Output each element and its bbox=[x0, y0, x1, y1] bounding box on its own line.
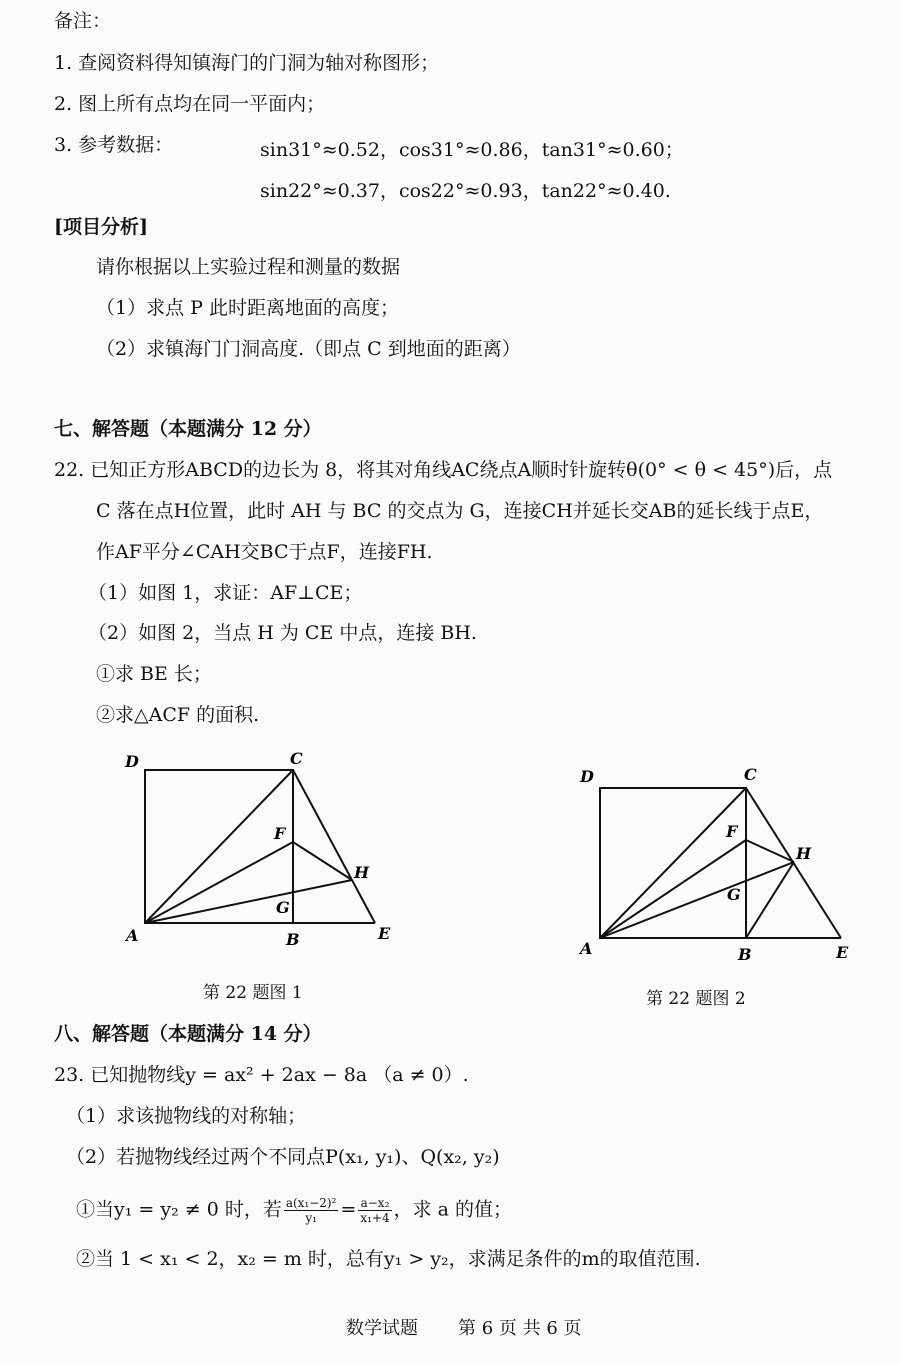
q2a-prefix: ①当y₁ = y₂ ≠ 0 时，若 bbox=[76, 1198, 282, 1221]
label-h: H bbox=[354, 863, 370, 882]
problem-22-question-1: （1）如图 1，求证：AF⊥CE； bbox=[88, 582, 363, 604]
fraction-2-denominator: x₁+4 bbox=[360, 1211, 390, 1225]
label-c: C bbox=[290, 749, 303, 768]
fraction-1-denominator: y₁ bbox=[305, 1211, 317, 1225]
note-item-2: 2. 图上所有点均在同一平面内； bbox=[54, 93, 326, 115]
problem-22-question-2b: ②求△ACF 的面积. bbox=[96, 704, 260, 726]
analysis-question-2: （2）求镇海门门洞高度.（即点 C 到地面的距离） bbox=[96, 338, 521, 360]
q2a-suffix: ，求 a 的值； bbox=[393, 1198, 513, 1221]
footer-subject: 数学试题 bbox=[346, 1318, 418, 1339]
reference-data-line-2: sin22°≈0.37，cos22°≈0.93，tan22°≈0.40. bbox=[260, 180, 671, 202]
problem-22-question-2: （2）如图 2，当点 H 为 CE 中点，连接 BH. bbox=[88, 622, 477, 644]
footer-page-number: 第 6 页 共 6 页 bbox=[458, 1318, 582, 1339]
label-e: E bbox=[836, 943, 849, 962]
segment-ac bbox=[145, 770, 293, 923]
equals-sign: = bbox=[340, 1198, 357, 1221]
label-f: F bbox=[726, 822, 738, 841]
label-f: F bbox=[274, 824, 286, 843]
figure-1-caption: 第 22 题图 1 bbox=[203, 983, 303, 1003]
label-c: C bbox=[744, 765, 757, 784]
problem-23-question-1: （1）求该抛物线的对称轴； bbox=[66, 1105, 307, 1127]
problem-23-question-2: （2）若抛物线经过两个不同点P(x₁, y₁)、Q(x₂, y₂) bbox=[66, 1146, 500, 1168]
label-a: A bbox=[580, 939, 593, 958]
note-item-3-label: 3. 参考数据： bbox=[54, 134, 174, 156]
problem-22-line-2: C 落在点H位置，此时 AH 与 BC 的交点为 G，连接CH并延长交AB的延长线于点E， bbox=[96, 500, 824, 522]
segment-ah bbox=[145, 880, 352, 923]
problem-23-question-2a bbox=[76, 1196, 512, 1225]
label-b: B bbox=[738, 945, 752, 964]
fraction-1-numerator: a(x₁−2)² bbox=[285, 1196, 337, 1210]
reference-data-line-1: sin31°≈0.52，cos31°≈0.86，tan31°≈0.60； bbox=[260, 139, 684, 161]
segment-af bbox=[145, 842, 293, 923]
label-g: G bbox=[276, 898, 290, 917]
section-8-heading: 八、解答题（本题满分 14 分） bbox=[54, 1023, 322, 1045]
segment-ac bbox=[600, 788, 746, 938]
fraction-2-numerator: a−x₂ bbox=[358, 1196, 391, 1211]
analysis-heading: [项目分析] bbox=[54, 216, 148, 238]
label-d: D bbox=[125, 752, 139, 771]
label-h: H bbox=[796, 844, 812, 863]
figure-2-caption: 第 22 题图 2 bbox=[646, 989, 746, 1009]
label-e: E bbox=[378, 924, 391, 943]
problem-22-question-2a: ①求 BE 长； bbox=[96, 663, 212, 685]
label-d: D bbox=[580, 767, 594, 786]
figure-2 bbox=[570, 760, 870, 970]
segment-fh bbox=[293, 842, 352, 880]
note-item-1: 1. 查阅资料得知镇海门的门洞为轴对称图形； bbox=[54, 52, 440, 74]
analysis-question-1: （1）求点 P 此时距离地面的高度； bbox=[96, 297, 399, 319]
problem-23-line-1: 23. 已知抛物线y = ax² + 2ax − 8a （a ≠ 0）. bbox=[54, 1064, 469, 1086]
problem-22-line-3: 作AF平分∠CAH交BC于点F，连接FH. bbox=[96, 541, 433, 563]
segment-ce bbox=[293, 770, 375, 923]
fraction-1 bbox=[284, 1196, 339, 1225]
label-b: B bbox=[286, 930, 300, 949]
problem-23-question-2b: ②当 1 < x₁ < 2，x₂ = m 时，总有y₁ > y₂，求满足条件的m的取值范围. bbox=[76, 1248, 701, 1270]
notes-heading: 备注： bbox=[54, 10, 112, 32]
segment-bh bbox=[746, 862, 794, 938]
figure-1 bbox=[110, 745, 410, 955]
label-a: A bbox=[126, 926, 139, 945]
fraction-2 bbox=[358, 1196, 391, 1225]
label-g: G bbox=[727, 885, 741, 904]
problem-22-line-1: 22. 已知正方形ABCD的边长为 8，将其对角线AC绕点A顺时针旋转θ(0° < θ < 45°)后，点 bbox=[54, 459, 833, 481]
section-7-heading: 七、解答题（本题满分 12 分） bbox=[54, 418, 322, 440]
analysis-intro: 请你根据以上实验过程和测量的数据 bbox=[96, 256, 401, 278]
